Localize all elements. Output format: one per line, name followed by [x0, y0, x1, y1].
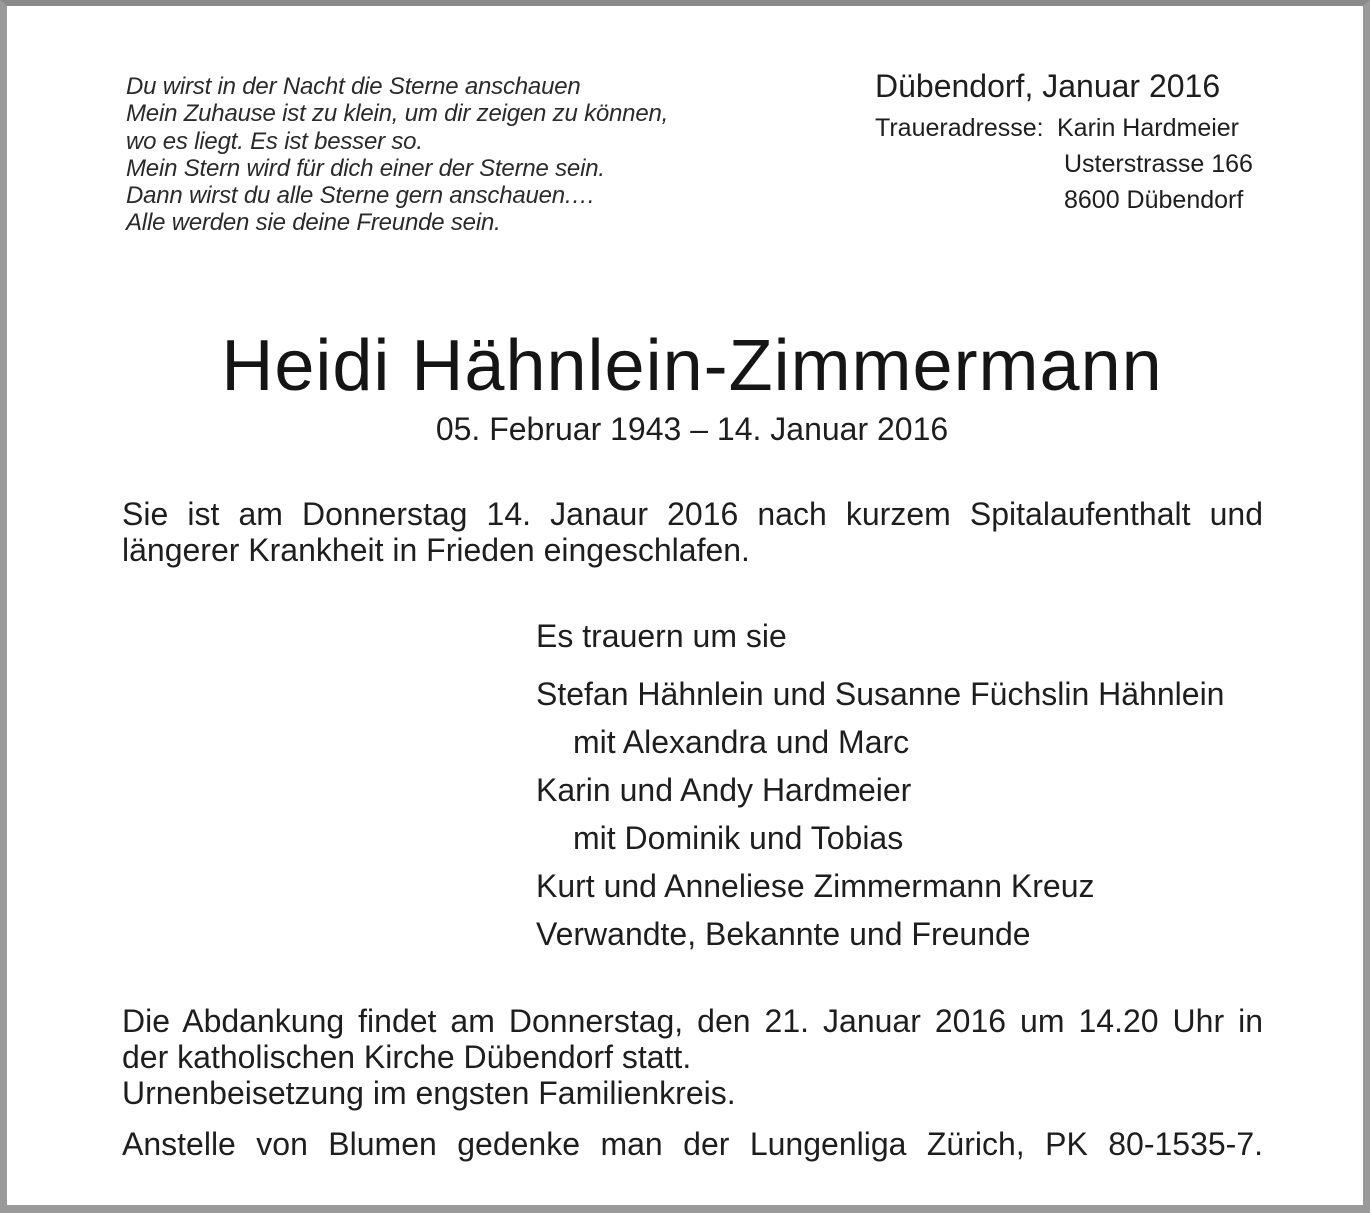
ceremony-line: Urnenbeisetzung im engsten Familienkreis.	[122, 1075, 736, 1111]
poem-line: Du wirst in der Nacht die Sterne anschauen	[126, 73, 581, 100]
announcement-line: Sie ist am Donnerstag 14. Janaur 2016 nach kurzem Spitalaufenthalt und	[122, 496, 1263, 532]
life-dates: 05. Februar 1943 – 14. Januar 2016	[435, 411, 949, 447]
mourner-entry: Verwandte, Bekannte und Freunde	[536, 916, 1031, 952]
poem-line: Alle werden sie deine Freunde sein.	[126, 209, 501, 237]
ceremony-paragraph	[122, 1003, 1263, 1111]
mourner-entry-children: mit Dominik und Tobias	[573, 820, 904, 856]
mourner-entry-children: mit Alexandra und Marc	[573, 724, 910, 760]
ceremony-line: Die Abdankung findet am Donnerstag, den 21. Januar 2016 um 14.20 Uhr in	[122, 1003, 1263, 1039]
deceased-name: Heidi Hähnlein-Zimmermann	[221, 326, 1163, 406]
address-city: 8600 Dübendorf	[1064, 186, 1244, 214]
mourner-entry: Karin und Andy Hardmeier	[536, 772, 912, 808]
address-name: Karin Hardmeier	[1057, 114, 1240, 142]
address-label: Traueradresse:	[875, 114, 1044, 142]
poem-line: Mein Zuhause ist zu klein, um dir zeigen zu können,	[126, 100, 669, 128]
announcement-paragraph	[122, 496, 1263, 568]
donation-paragraph	[122, 1126, 1263, 1162]
ceremony-line: der katholischen Kirche Dübendorf statt.	[122, 1039, 692, 1075]
poem-line: Mein Stern wird für dich einer der Sterne sein.	[126, 154, 605, 182]
address-street: Usterstrasse 166	[1064, 150, 1253, 178]
announcement-line: längerer Krankheit in Frieden eingeschlafen.	[122, 532, 750, 568]
poem	[126, 73, 668, 237]
mourner-entry: Kurt und Anneliese Zimmermann Kreuz	[536, 868, 1095, 904]
place-date: Dübendorf, Januar 2016	[875, 68, 1221, 104]
mourners-intro: Es trauern um sie	[536, 618, 787, 654]
mourners-list	[536, 614, 1224, 958]
mourner-entry: Stefan Hähnlein und Susanne Füchslin Hähnlein	[536, 676, 1225, 712]
donation-text: Anstelle von Blumen gedenke man der Lungenliga Zürich, PK 80-1535-7.	[122, 1126, 1263, 1162]
poem-line: Dann wirst du alle Sterne gern anschauen.…	[126, 182, 596, 210]
poem-line: wo es liegt. Es ist besser so.	[126, 127, 423, 155]
